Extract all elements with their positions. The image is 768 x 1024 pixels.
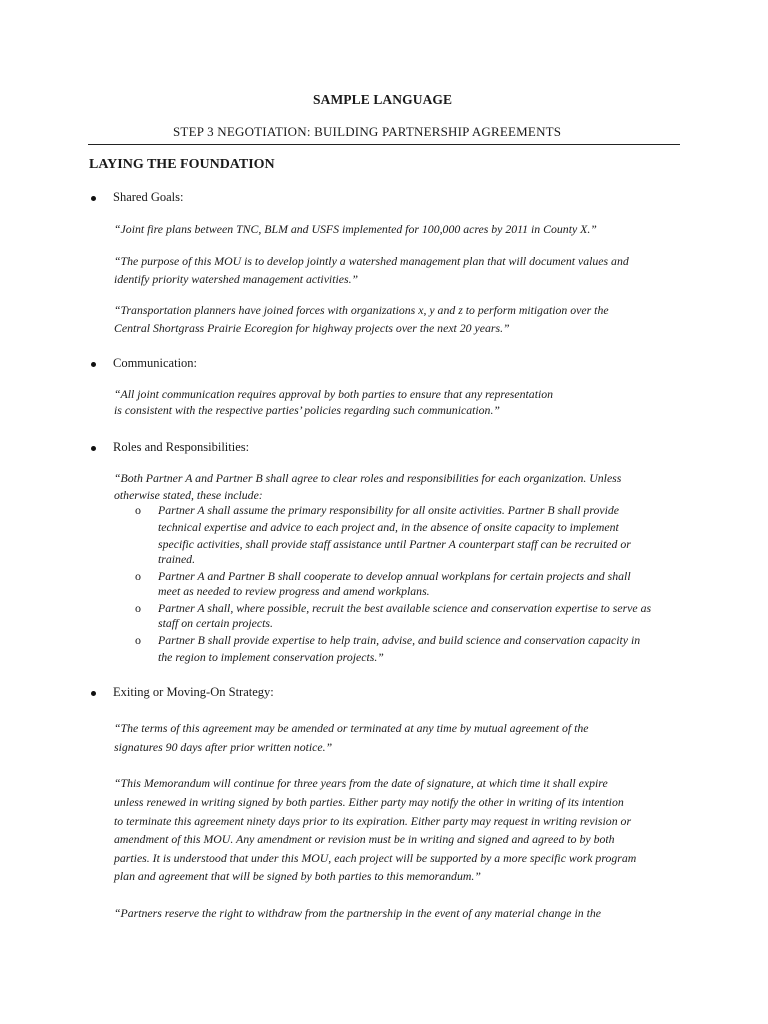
roles-label: Roles and Responsibilities: <box>113 440 250 454</box>
roles-item-1-line-2: technical expertise and advice to each project and, in the absence of onsite capacity to implement <box>158 520 619 534</box>
bullet-icon <box>91 362 96 367</box>
communication-label: Communication: <box>113 356 198 370</box>
shared-goals-quote-3-line-2: Central Shortgrass Prairie Ecoregion for highway projects over the next 20 years.” <box>114 321 510 335</box>
bullet-icon <box>91 691 96 696</box>
roles-item-1-line-1: Partner A shall assume the primary responsibility for all onsite activities. Partner B shall provide <box>158 503 620 517</box>
exiting-quote-2-line-2: unless renewed in writing signed by both parties. Either party may notify the other in writing of its intention <box>114 795 624 809</box>
section-heading: LAYING THE FOUNDATION <box>89 157 275 172</box>
sub-bullet-icon: o <box>135 569 141 583</box>
exiting-quote-2-line-4: amendment of this MOU. Any amendment or revision must be in writing and signed and agreed to by both <box>114 832 615 846</box>
roles-intro-line-1: “Both Partner A and Partner B shall agree to clear roles and responsibilities for each organization. Unless <box>114 471 622 485</box>
exiting-label: Exiting or Moving-On Strategy: <box>113 685 274 699</box>
header-divider <box>88 144 680 145</box>
roles-intro-line-2: otherwise stated, these include: <box>114 488 263 502</box>
exiting-quote-2-line-1: “This Memorandum will continue for three years from the date of signature, at which time it shall expire <box>114 776 608 790</box>
roles-item-4-line-1: Partner B shall provide expertise to help train, advise, and build science and conservation capacity in <box>158 633 641 647</box>
roles-item-2-line-1: Partner A and Partner B shall cooperate to develop annual workplans for certain projects and shall <box>158 569 631 583</box>
bullet-icon <box>91 446 96 451</box>
exiting-quote-2-line-5: parties. It is understood that under this MOU, each project will be supported by a more specific work program <box>114 851 637 865</box>
sub-bullet-icon: o <box>135 601 141 615</box>
roles-item-1-line-3: specific activities, shall provide staff assistance until Partner A counterpart staff can be recruited or <box>158 537 631 551</box>
roles-item-4-line-2: the region to implement conservation projects.” <box>158 650 384 664</box>
exiting-quote-2-line-6: plan and agreement that will be signed by both parties to this memorandum.” <box>114 869 481 883</box>
sub-bullet-icon: o <box>135 503 141 517</box>
roles-item-1-line-4: trained. <box>158 552 196 566</box>
roles-item-3-line-1: Partner A shall, where possible, recruit the best available science and conservation expertise to serve as <box>158 601 652 615</box>
exiting-quote-1-line-1: “The terms of this agreement may be amended or terminated at any time by mutual agreement of the <box>114 721 589 735</box>
communication-quote-line-2: is consistent with the respective parties’ policies regarding such communication.” <box>114 403 500 417</box>
sub-bullet-icon: o <box>135 633 141 647</box>
roles-item-2-line-2: meet as needed to review progress and amend workplans. <box>158 584 430 598</box>
exiting-quote-2-line-3: to terminate this agreement ninety days prior to its expiration. Either party may request in writing revision or <box>114 814 632 828</box>
shared-goals-quote-2-line-1: “The purpose of this MOU is to develop jointly a watershed management plan that will document values and <box>114 254 629 268</box>
shared-goals-label: Shared Goals: <box>113 190 184 204</box>
roles-item-3-line-2: staff on certain projects. <box>158 616 273 630</box>
bullet-icon <box>91 196 96 201</box>
shared-goals-quote-1: “Joint fire plans between TNC, BLM and USFS implemented for 100,000 acres by 2011 in County X.” <box>114 222 597 236</box>
document-subtitle: STEP 3 NEGOTIATION: BUILDING PARTNERSHIP AGREEMENTS <box>173 124 562 139</box>
shared-goals-quote-3-line-1: “Transportation planners have joined forces with organizations x, y and z to perform mitigation over the <box>114 303 609 317</box>
exiting-quote-3-line-1: “Partners reserve the right to withdraw from the partnership in the event of any material change in the <box>114 906 602 920</box>
exiting-quote-1-line-2: signatures 90 days after prior written notice.” <box>114 740 333 754</box>
communication-quote-line-1: “All joint communication requires approval by both parties to ensure that any representation <box>114 387 554 401</box>
document-title: SAMPLE LANGUAGE <box>313 92 453 107</box>
shared-goals-quote-2-line-2: identify priority watershed management activities.” <box>114 272 359 286</box>
